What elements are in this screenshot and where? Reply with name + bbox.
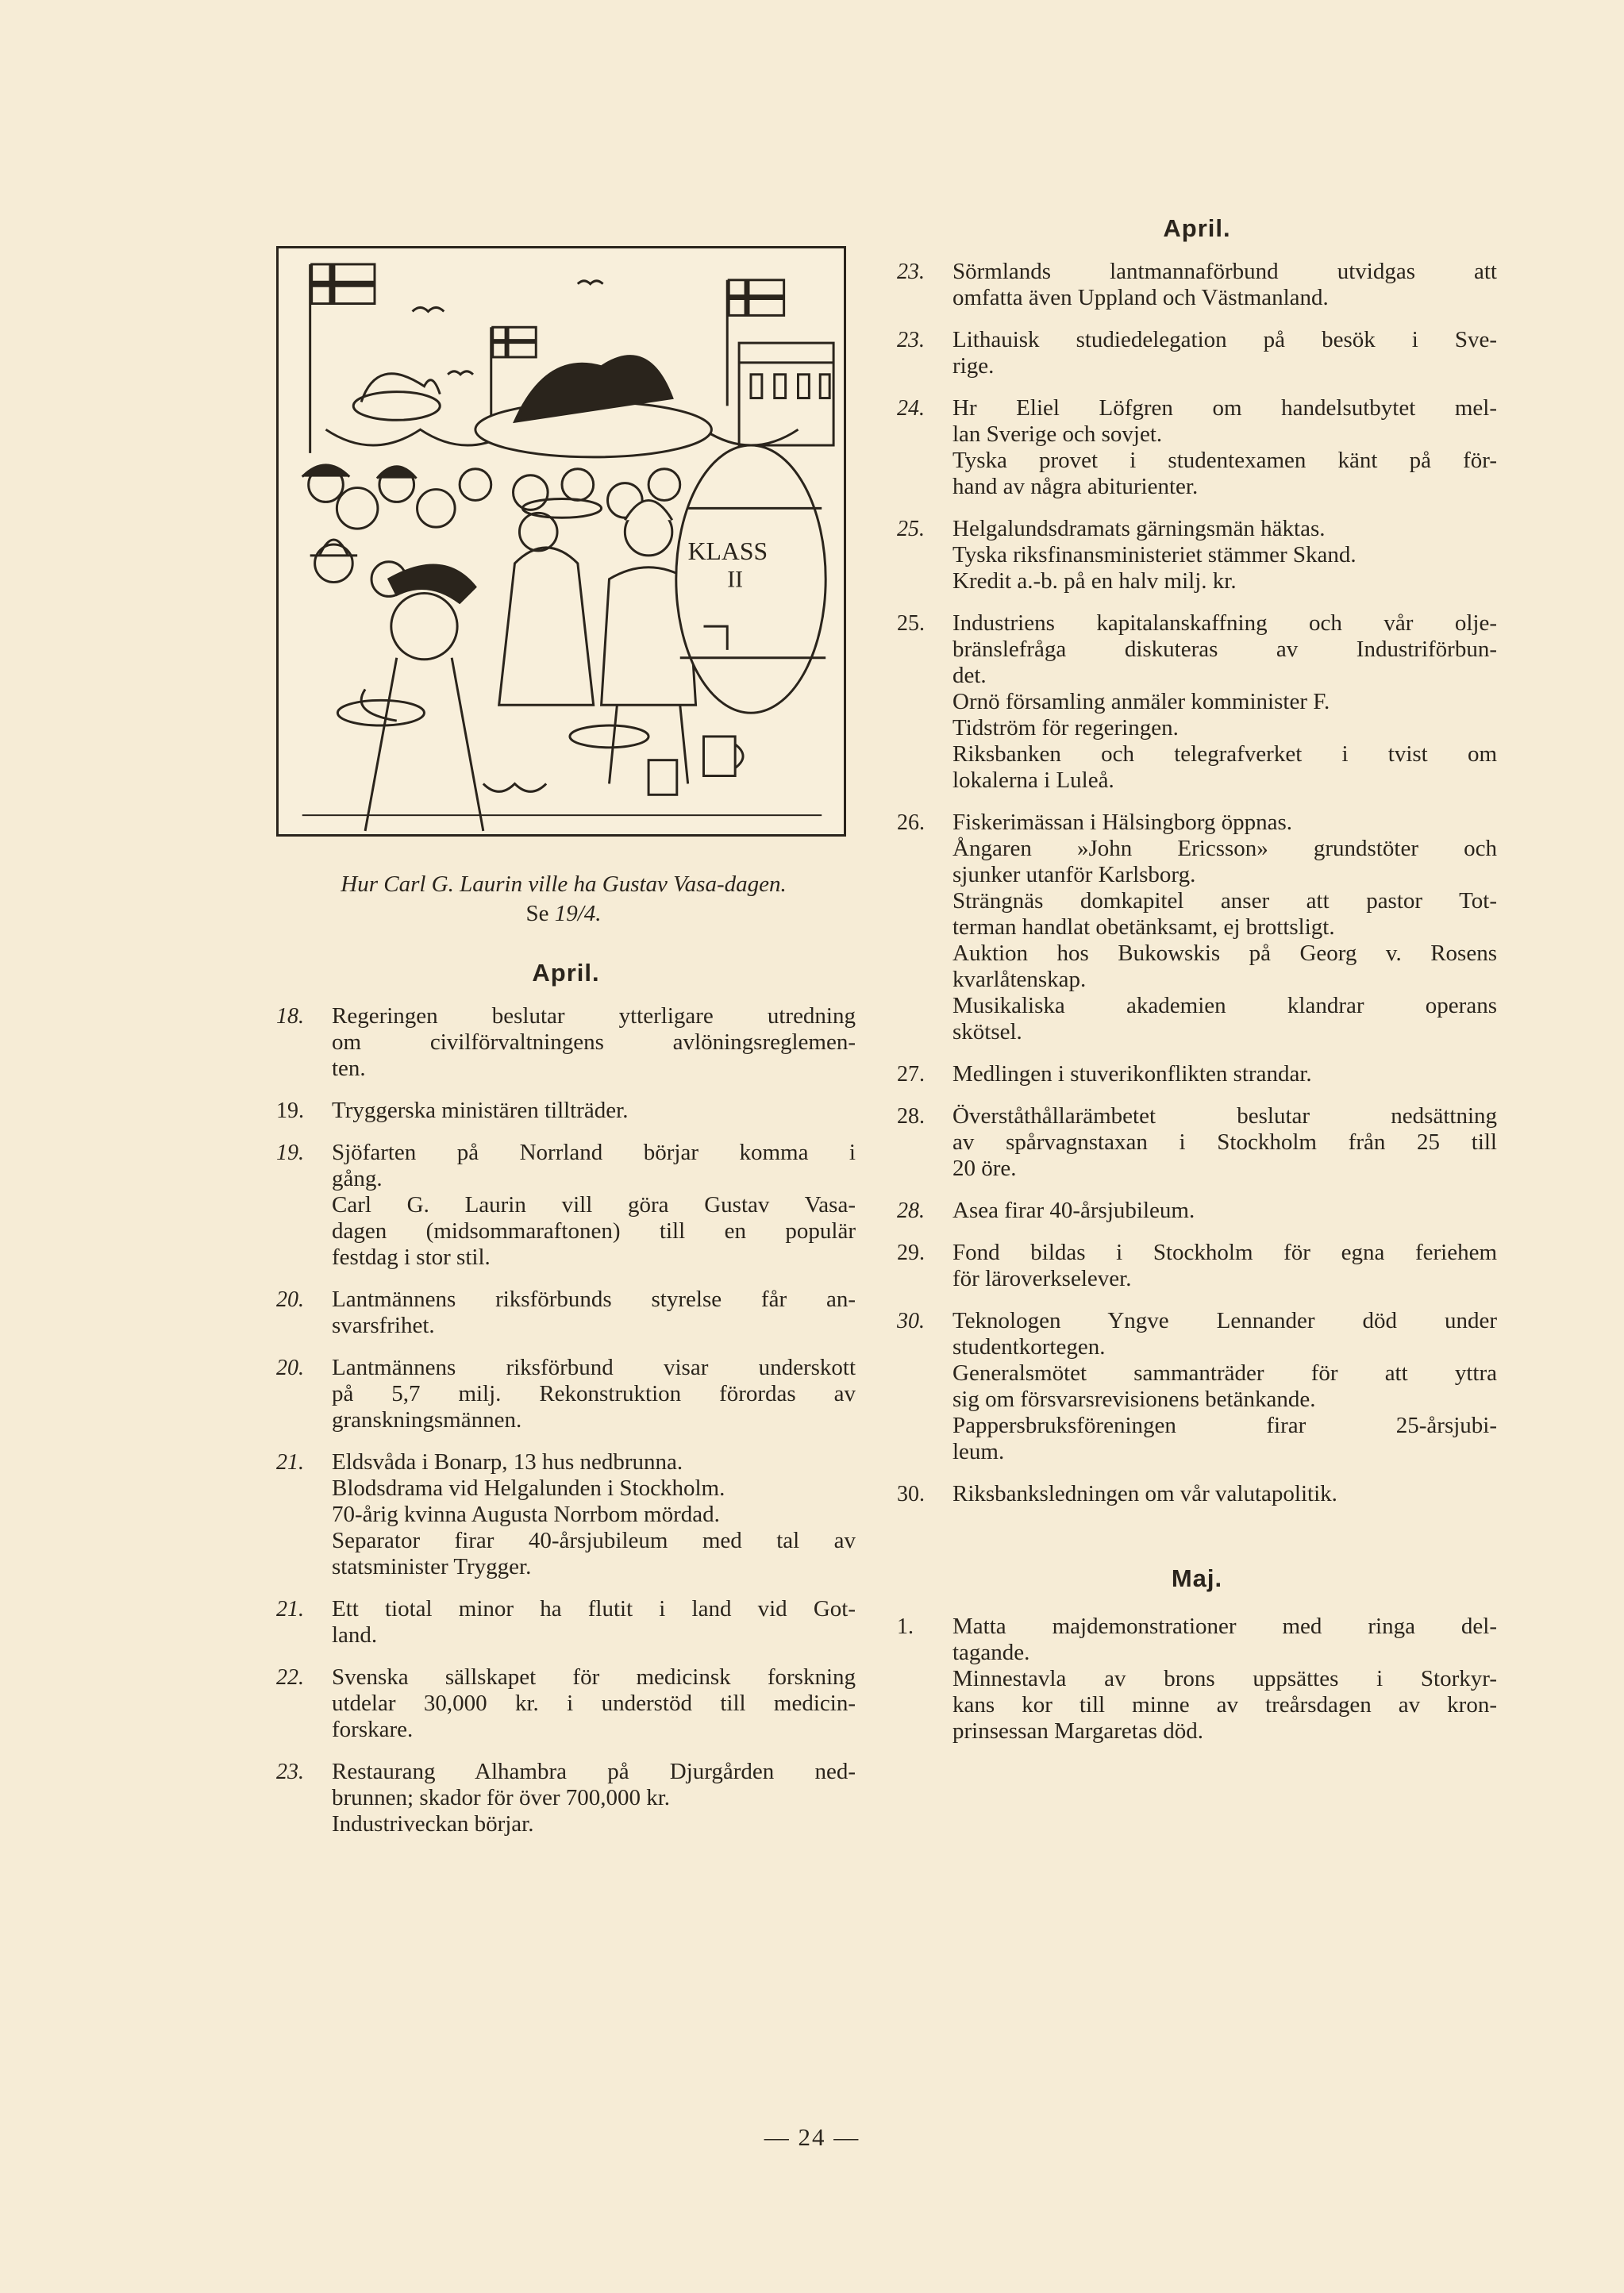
entry-text [332, 1664, 856, 1743]
right-column [897, 213, 1497, 1760]
entry-date: 28. [897, 1198, 925, 1223]
diary-entry [897, 1103, 1497, 1182]
entry-date: 19. [276, 1141, 304, 1165]
entry-line: Överståthållarämbetet beslutar nedsättning [952, 1103, 1497, 1129]
diary-entry [897, 259, 1497, 311]
entry-line: Fiskerimässan i Hälsingborg öppnas. [952, 810, 1292, 835]
entry-text [952, 1198, 1497, 1224]
entry-line: kans kor till minne av treårsdagen av kron- [952, 1692, 1497, 1718]
entry-line: på 5,7 milj. Rekonstruktion förordas av [332, 1381, 856, 1406]
entry-line: Lantmännens riksförbund visar underskott [332, 1355, 856, 1380]
diary-entry [276, 1287, 856, 1339]
entry-date: 20. [276, 1356, 304, 1380]
entry-line: Fond bildas i Stockholm för egna feriehem [952, 1240, 1497, 1265]
entry-text [952, 395, 1497, 500]
entry-line: studentkortegen. [952, 1334, 1106, 1360]
entry-line: skötsel. [952, 1019, 1022, 1045]
entry-line: det. [952, 663, 987, 688]
entry-date: 25. [897, 517, 925, 541]
entry-line: Tidström för regeringen. [952, 715, 1179, 741]
diary-entry [897, 1308, 1497, 1465]
entry-line: Asea firar 40-årsjubileum. [952, 1198, 1195, 1223]
entry-line: Restaurang Alhambra på Djurgården ned- [332, 1759, 856, 1784]
entry-line: Tyska riksfinansministeriet stämmer Skand. [952, 542, 1357, 567]
entry-line: Minnestavla av brons uppsättes i Storkyr- [952, 1666, 1497, 1691]
entry-line: lan Sverige och sovjet. [952, 421, 1163, 447]
entry-line: Lantmännens riksförbunds styrelse får an- [332, 1287, 856, 1312]
diary-entry [897, 395, 1497, 500]
diary-entry [897, 1614, 1497, 1745]
entry-line: Ett tiotal minor ha flutit i land vid Got- [332, 1596, 856, 1622]
right-entry-list-april [897, 259, 1497, 1507]
entry-text [332, 1596, 856, 1649]
diary-entry [897, 1481, 1497, 1507]
entry-line: omfatta även Uppland och Västmanland. [952, 285, 1329, 310]
entry-text [332, 1355, 856, 1433]
entry-line: Kredit a.-b. på en halv milj. kr. [952, 568, 1237, 594]
entry-line: för läroverkselever. [952, 1266, 1132, 1291]
diary-entry [897, 1240, 1497, 1292]
entry-text [332, 1098, 856, 1124]
entry-text [952, 1240, 1497, 1292]
entry-line: forskare. [332, 1717, 414, 1742]
entry-text [332, 1140, 856, 1271]
diary-entry [276, 1140, 856, 1271]
entry-date: 26. [897, 810, 925, 835]
entry-date: 30. [897, 1309, 925, 1333]
entry-line: land. [332, 1622, 378, 1648]
entry-date: 23. [276, 1760, 304, 1784]
entry-line: svarsfrihet. [332, 1313, 435, 1338]
entry-text [332, 1449, 856, 1580]
entry-line: Auktion hos Bukowskis på Georg v. Rosens [952, 941, 1497, 966]
entry-text [952, 327, 1497, 379]
entry-line: Matta majdemonstrationer med ringa del- [952, 1614, 1497, 1639]
entry-line: Medlingen i stuverikonflikten strandar. [952, 1061, 1312, 1087]
entry-text [952, 1481, 1497, 1507]
entry-line: gång. [332, 1166, 383, 1191]
left-entry-list [276, 1003, 856, 1837]
month-heading-april: April. [532, 959, 600, 987]
cask-label-klass: KLASS [687, 537, 768, 565]
entry-line: terman handlat obetänksamt, ej brottsligt. [952, 914, 1335, 940]
entry-line: Riksbanken och telegrafverket i tvist om [952, 741, 1497, 767]
entry-text [332, 1287, 856, 1339]
entry-text [952, 810, 1497, 1045]
caption-reference [238, 899, 889, 929]
entry-line: Lithauisk studiedelegation på besök i Sve- [952, 327, 1497, 352]
entry-line: 20 öre. [952, 1156, 1017, 1181]
entry-line: Sjöfarten på Norrland börjar komma i [332, 1140, 856, 1165]
entry-line: Separator firar 40-årsjubileum med tal av [332, 1528, 856, 1553]
entry-line: utdelar 30,000 kr. i understöd till medicin- [332, 1691, 856, 1716]
entry-line: Industriveckan börjar. [332, 1811, 534, 1837]
entry-date: 1. [897, 1614, 914, 1639]
entry-line: Industriens kapitalanskaffning och vår olje- [952, 610, 1497, 636]
entry-line: kvarlåtenskap. [952, 967, 1087, 992]
entry-text [332, 1759, 856, 1837]
entry-line: Teknologen Yngve Lennander död under [952, 1308, 1497, 1333]
entry-date: 28. [897, 1104, 925, 1129]
entry-date: 21. [276, 1597, 304, 1622]
diary-entry [276, 1355, 856, 1433]
diary-entry [276, 1449, 856, 1580]
entry-text [952, 516, 1497, 594]
entry-line: Tyska provet i studentexamen känt på för- [952, 448, 1497, 473]
entry-line: Riksbanksledningen om vår valutapolitik. [952, 1481, 1337, 1506]
entry-text [332, 1003, 856, 1082]
entry-line: bränslefråga diskuteras av Industriförbun- [952, 637, 1497, 662]
diary-entry [276, 1664, 856, 1743]
entry-line: Svenska sällskapet för medicinsk forskning [332, 1664, 856, 1690]
diary-entry [897, 1198, 1497, 1224]
diary-entry [276, 1098, 856, 1124]
entry-line: Blodsdrama vid Helgalunden i Stockholm. [332, 1475, 725, 1501]
entry-line: Pappersbruksföreningen firar 25-årsjubi- [952, 1413, 1497, 1438]
diary-entry [276, 1759, 856, 1837]
entry-date: 20. [276, 1287, 304, 1312]
entry-line: Regeringen beslutar ytterligare utredning [332, 1003, 856, 1029]
entry-line: Strängnäs domkapitel anser att pastor Tot- [952, 888, 1497, 914]
entry-line: av spårvagnstaxan i Stockholm från 25 till [952, 1129, 1497, 1155]
entry-line: festdag i stor stil. [332, 1245, 491, 1270]
entry-line: tagande. [952, 1640, 1030, 1665]
entry-line: Tryggerska ministären tillträder. [332, 1098, 629, 1123]
caption-ref-date: 19/4. [554, 901, 602, 926]
entry-date: 25. [897, 611, 925, 636]
entry-line: statsminister Trygger. [332, 1554, 532, 1579]
entry-line: Sörmlands lantmannaförbund utvidgas att [952, 259, 1497, 284]
entry-text [952, 1061, 1497, 1087]
diary-entry [897, 327, 1497, 379]
diary-entry [897, 516, 1497, 594]
entry-line: om civilförvaltningens avlöningsreglemen- [332, 1029, 856, 1055]
entry-line: Generalsmötet sammanträder för att yttra [952, 1360, 1497, 1386]
month-heading-april: April. [1163, 214, 1231, 242]
entry-line: Helgalundsdramats gärningsmän häktas. [952, 516, 1326, 541]
diary-entry [276, 1596, 856, 1649]
entry-date: 30. [897, 1482, 925, 1506]
diary-entry [276, 1003, 856, 1082]
diary-entry [897, 810, 1497, 1045]
diary-entry [897, 1061, 1497, 1087]
left-column [276, 957, 856, 1853]
entry-line: 70-årig kvinna Augusta Norrbom mördad. [332, 1502, 720, 1527]
entry-date: 23. [897, 328, 925, 352]
entry-line: Ornö församling anmäler komminister F. [952, 689, 1330, 714]
entry-line: granskningsmännen. [332, 1407, 522, 1433]
entry-text [952, 610, 1497, 794]
entry-text [952, 1103, 1497, 1182]
cartoon-illustration [276, 246, 846, 837]
entry-line: Hr Eliel Löfgren om handelsutbytet mel- [952, 395, 1497, 421]
right-entry-list-maj [897, 1614, 1497, 1745]
entry-date: 18. [276, 1004, 304, 1029]
entry-line: ten. [332, 1056, 366, 1081]
entry-date: 22. [276, 1665, 304, 1690]
entry-date: 23. [897, 260, 925, 284]
entry-text [952, 259, 1497, 311]
entry-line: Musikaliska akademien klandrar operans [952, 993, 1497, 1018]
cask-label-number: II [727, 566, 744, 593]
entry-line: leum. [952, 1439, 1005, 1464]
page-number: — 24 — [764, 2123, 860, 2151]
entry-line: rige. [952, 353, 995, 379]
entry-line: Ångaren »John Ericsson» grundstöter och [952, 836, 1497, 861]
entry-line: brunnen; skador för över 700,000 kr. [332, 1785, 671, 1810]
entry-date: 21. [276, 1450, 304, 1475]
entry-line: prinsessan Margaretas död. [952, 1718, 1203, 1744]
entry-line: dagen (midsommaraftonen) till en populär [332, 1218, 856, 1244]
illustration-caption [238, 870, 889, 929]
entry-line: sjunker utanför Karlsborg. [952, 862, 1196, 887]
entry-date: 19. [276, 1098, 304, 1123]
entry-line: hand av några abiturienter. [952, 474, 1199, 499]
entry-text [952, 1308, 1497, 1465]
month-heading-maj: Maj. [1171, 1564, 1223, 1592]
diary-entry [897, 610, 1497, 794]
entry-line: sig om försvarsrevisionens betänkande. [952, 1387, 1316, 1412]
entry-date: 27. [897, 1062, 925, 1087]
entry-date: 24. [897, 396, 925, 421]
entry-line: lokalerna i Luleå. [952, 768, 1114, 793]
caption-text: Hur Carl G. Laurin ville ha Gustav Vasa-dagen. [341, 871, 787, 897]
entry-line: Carl G. Laurin vill göra Gustav Vasa- [332, 1192, 856, 1218]
entry-date: 29. [897, 1241, 925, 1265]
caption-ref-prefix: Se [525, 901, 549, 926]
entry-line: Eldsvåda i Bonarp, 13 hus nedbrunna. [332, 1449, 683, 1475]
entry-text [952, 1614, 1497, 1745]
